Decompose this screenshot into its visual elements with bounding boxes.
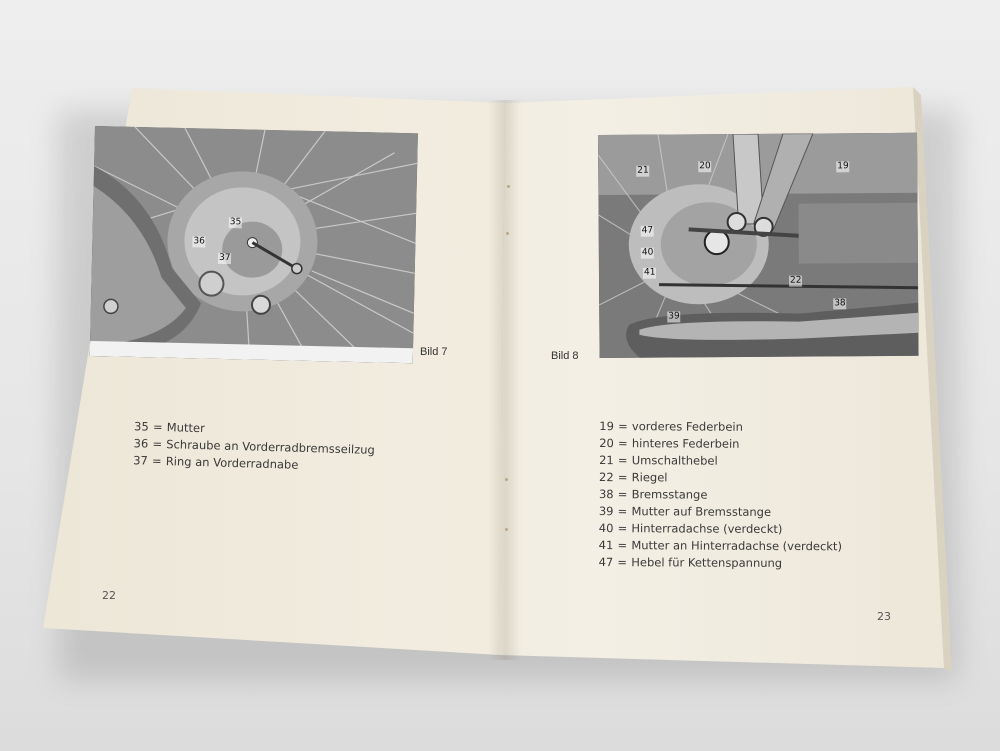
legend-row: 47 = Hebel für Kettenspannung: [598, 555, 783, 570]
legend-right: [591, 418, 842, 572]
legend-row: 41 = Mutter an Hinterradachse (verdeckt): [598, 538, 842, 554]
binding-staple: [505, 478, 508, 481]
legend-left: [126, 418, 376, 476]
legend-row: 39 = Mutter auf Bremsstange: [598, 504, 772, 519]
figure-label-bild-8: Bild 8: [551, 350, 579, 362]
callout-19: 19: [837, 161, 849, 172]
callout-40: 40: [641, 247, 654, 258]
callout-35: 35: [229, 217, 242, 228]
book-gutter: [488, 100, 522, 660]
legend-row: 36 = Schraube an Vorderradbremsseilzug: [133, 436, 376, 457]
legend-row: 40 = Hinterradachse (verdeckt): [598, 521, 783, 536]
legend-row: 19 = vorderes Federbein: [599, 419, 743, 434]
callout-47: 47: [641, 225, 654, 236]
figure-label-bild-7: Bild 7: [420, 346, 448, 358]
callout-36: 36: [193, 236, 205, 247]
callout-37: 37: [218, 252, 231, 264]
callout-22: 22: [789, 275, 802, 286]
callout-21: 21: [637, 165, 649, 176]
page-number-left: 22: [102, 589, 116, 602]
callout-38: 38: [834, 298, 846, 309]
legend-row: 35 = Mutter: [133, 419, 205, 436]
legend-row: 21 = Umschalthebel: [599, 453, 718, 468]
callout-20: 20: [699, 161, 711, 172]
front-wheel-hub-image: [90, 126, 418, 363]
legend-row: 37 = Ring an Vorderradnabe: [132, 453, 299, 472]
front-wheel-hub-photo: [90, 126, 418, 363]
legend-row: 38 = Bremsstange: [598, 487, 708, 502]
legend-row: 22 = Riegel: [599, 470, 668, 485]
binding-staple: [505, 528, 508, 531]
binding-staple: [507, 185, 510, 188]
rear-wheel-photo: [598, 133, 919, 358]
legend-row: 20 = hinteres Federbein: [599, 436, 740, 451]
callout-39: 39: [668, 311, 680, 322]
binding-staple: [506, 232, 509, 235]
callout-41: 41: [643, 267, 656, 278]
page-number-right: 23: [877, 610, 891, 623]
